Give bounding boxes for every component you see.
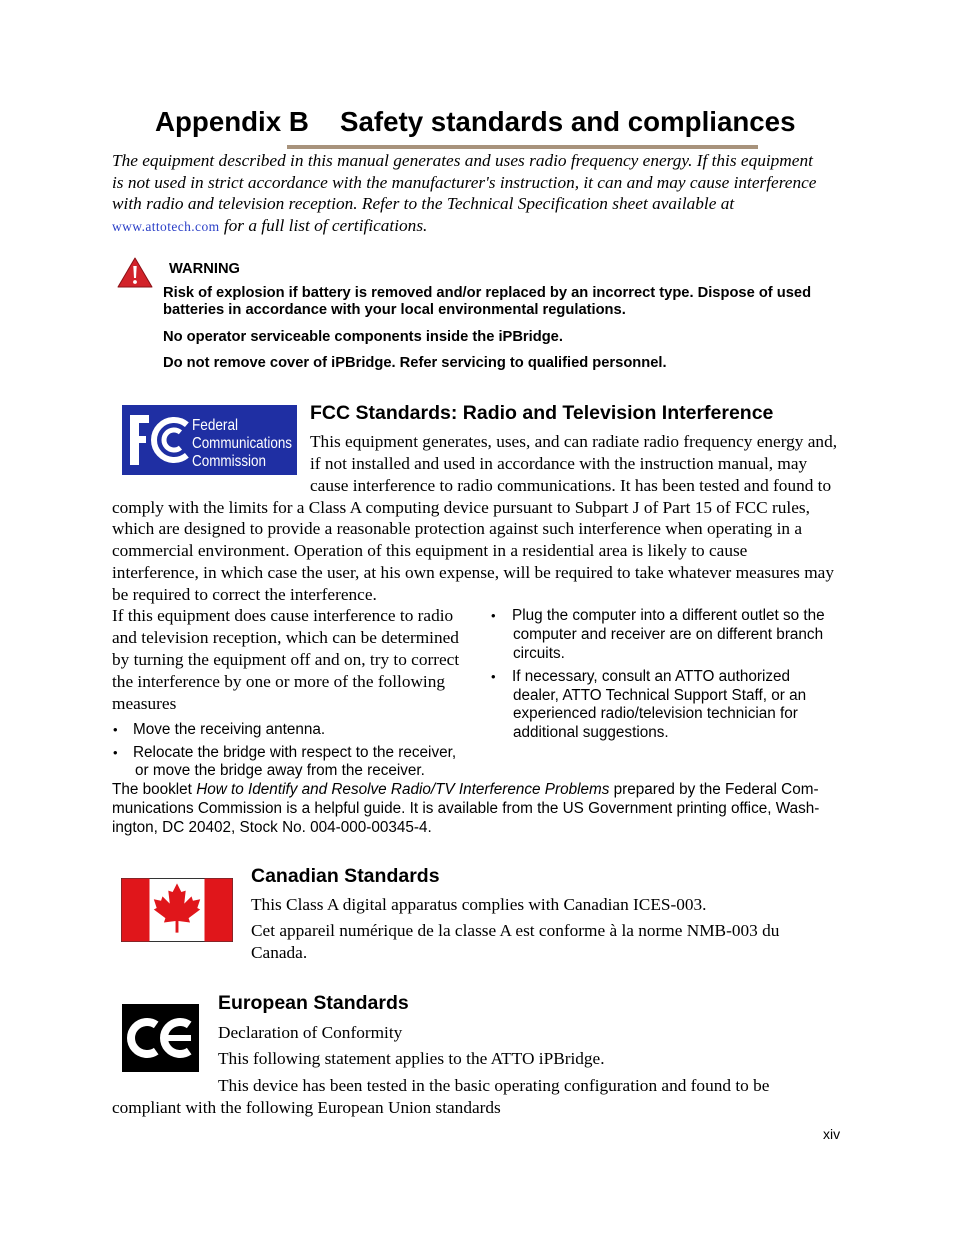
european-heading: European Standards xyxy=(218,992,409,1014)
fcc-logo-text: Communications xyxy=(192,435,292,452)
list-item: circuits. xyxy=(513,645,565,662)
list-item: dealer, ATTO Technical Support Staff, or an xyxy=(513,687,807,704)
fcc-logo-icon xyxy=(122,405,297,475)
fcc-paragraph-line: cause interference to radio communications. It has been tested and found to xyxy=(310,476,832,495)
page-number: xiv xyxy=(823,1126,841,1142)
list-item: additional suggestions. xyxy=(513,724,669,741)
booklet-line: ington, DC 20402, Stock No. 004-000-00345-4. xyxy=(112,819,432,836)
intro-line: with radio and television reception. Refer to the Technical Specification sheet available at xyxy=(112,194,735,213)
fcc-paragraph-line: which are designed to provide a reasonable protection against such interference when operating in a xyxy=(112,519,803,538)
list-item: experienced radio/television technician for xyxy=(513,705,798,722)
warning-triangle-icon xyxy=(117,257,153,288)
booklet-line: munications Commission is a helpful guide. It is available from the US Government printing office, Wash- xyxy=(112,800,820,817)
fcc-heading: FCC Standards: Radio and Television Interference xyxy=(310,402,774,424)
european-text-line: Declaration of Conformity xyxy=(218,1023,403,1042)
canadian-flag-icon xyxy=(121,878,233,942)
fcc-logo-text: Federal xyxy=(192,417,238,434)
fcc-paragraph-line: This equipment generates, uses, and can radiate radio frequency energy and, xyxy=(310,432,838,451)
fcc-paragraph-line: be required to correct the interference. xyxy=(112,585,377,604)
fcc-paragraph-line: interference, in which case the user, at his own expense, will be required to take whatever measures may xyxy=(112,563,834,582)
canadian-text-line: This Class A digital apparatus complies with Canadian ICES-003. xyxy=(251,895,707,914)
intro-tail: for a full list of certifications. xyxy=(223,216,428,235)
warning-label: WARNING xyxy=(169,261,240,277)
bullet-marker: • xyxy=(113,745,118,760)
list-item: If necessary, consult an ATTO authorized xyxy=(512,668,791,685)
intro-line: is not used in strict accordance with the manufacturer's instruction, it can and may cause interference xyxy=(112,173,817,192)
european-text-line: This following statement applies to the ATTO iPBridge. xyxy=(218,1049,605,1068)
warning-note: No operator serviceable components inside the iPBridge. xyxy=(163,329,563,345)
intro-line xyxy=(112,215,427,238)
booklet-rest: prepared by the Federal Com- xyxy=(613,781,819,798)
appendix-label: Appendix B xyxy=(155,106,309,137)
canadian-heading: Canadian Standards xyxy=(251,865,440,887)
list-item: computer and receiver are on different branch xyxy=(513,626,824,643)
attotech-link[interactable]: www.attotech.com xyxy=(112,219,220,234)
fcc-logo-text: Commission xyxy=(192,453,266,470)
measures-line: and television reception, which can be determined xyxy=(112,628,459,647)
bullet-marker: • xyxy=(491,608,496,623)
warning-text-line: Risk of explosion if battery is removed and/or replaced by an incorrect type. Dispose of used xyxy=(163,285,812,301)
european-text-line: compliant with the following European Union standards xyxy=(112,1098,501,1117)
list-item: Relocate the bridge with respect to the receiver, xyxy=(133,744,457,761)
warning-text-line: batteries in accordance with your local environmental regulations. xyxy=(163,302,626,318)
canadian-text-line: Cet appareil numérique de la classe A est conforme à la norme NMB-003 du xyxy=(251,921,780,940)
warning-note: Do not remove cover of iPBridge. Refer servicing to qualified personnel. xyxy=(163,355,667,371)
title-underline xyxy=(287,145,758,149)
bullet-marker: • xyxy=(491,669,496,684)
bullet-marker: • xyxy=(113,722,118,737)
booklet-line xyxy=(112,780,819,799)
intro-line: The equipment described in this manual generates and uses radio frequency energy. If this equipment xyxy=(112,151,813,170)
list-item: Plug the computer into a different outlet so the xyxy=(512,607,825,624)
measures-line: by turning the equipment off and on, try to correct xyxy=(112,650,460,669)
fcc-paragraph-line: commercial environment. Operation of this equipment in a residential area is likely to cause xyxy=(112,541,748,560)
fcc-paragraph-line: comply with the limits for a Class A computing device pursuant to Subpart J of Part 15 of FCC rules, xyxy=(112,498,810,517)
list-item: or move the bridge away from the receiver. xyxy=(135,762,425,779)
measures-line: measures xyxy=(112,694,177,713)
booklet-lead: The booklet xyxy=(112,781,192,798)
list-item: Move the receiving antenna. xyxy=(133,721,326,738)
booklet-title: How to Identify and Resolve Radio/TV Interference Problems xyxy=(196,781,610,798)
european-text-line: This device has been tested in the basic operating configuration and found to be xyxy=(218,1076,770,1095)
ce-mark-icon xyxy=(122,1004,199,1072)
fcc-paragraph-line: if not installed and used in accordance with the instruction manual, may xyxy=(310,454,808,473)
page-title: Safety standards and compliances xyxy=(340,106,796,137)
canadian-text-line: Canada. xyxy=(251,943,308,962)
measures-line: If this equipment does cause interference to radio xyxy=(112,606,454,625)
measures-line: the interference by one or more of the following xyxy=(112,672,446,691)
